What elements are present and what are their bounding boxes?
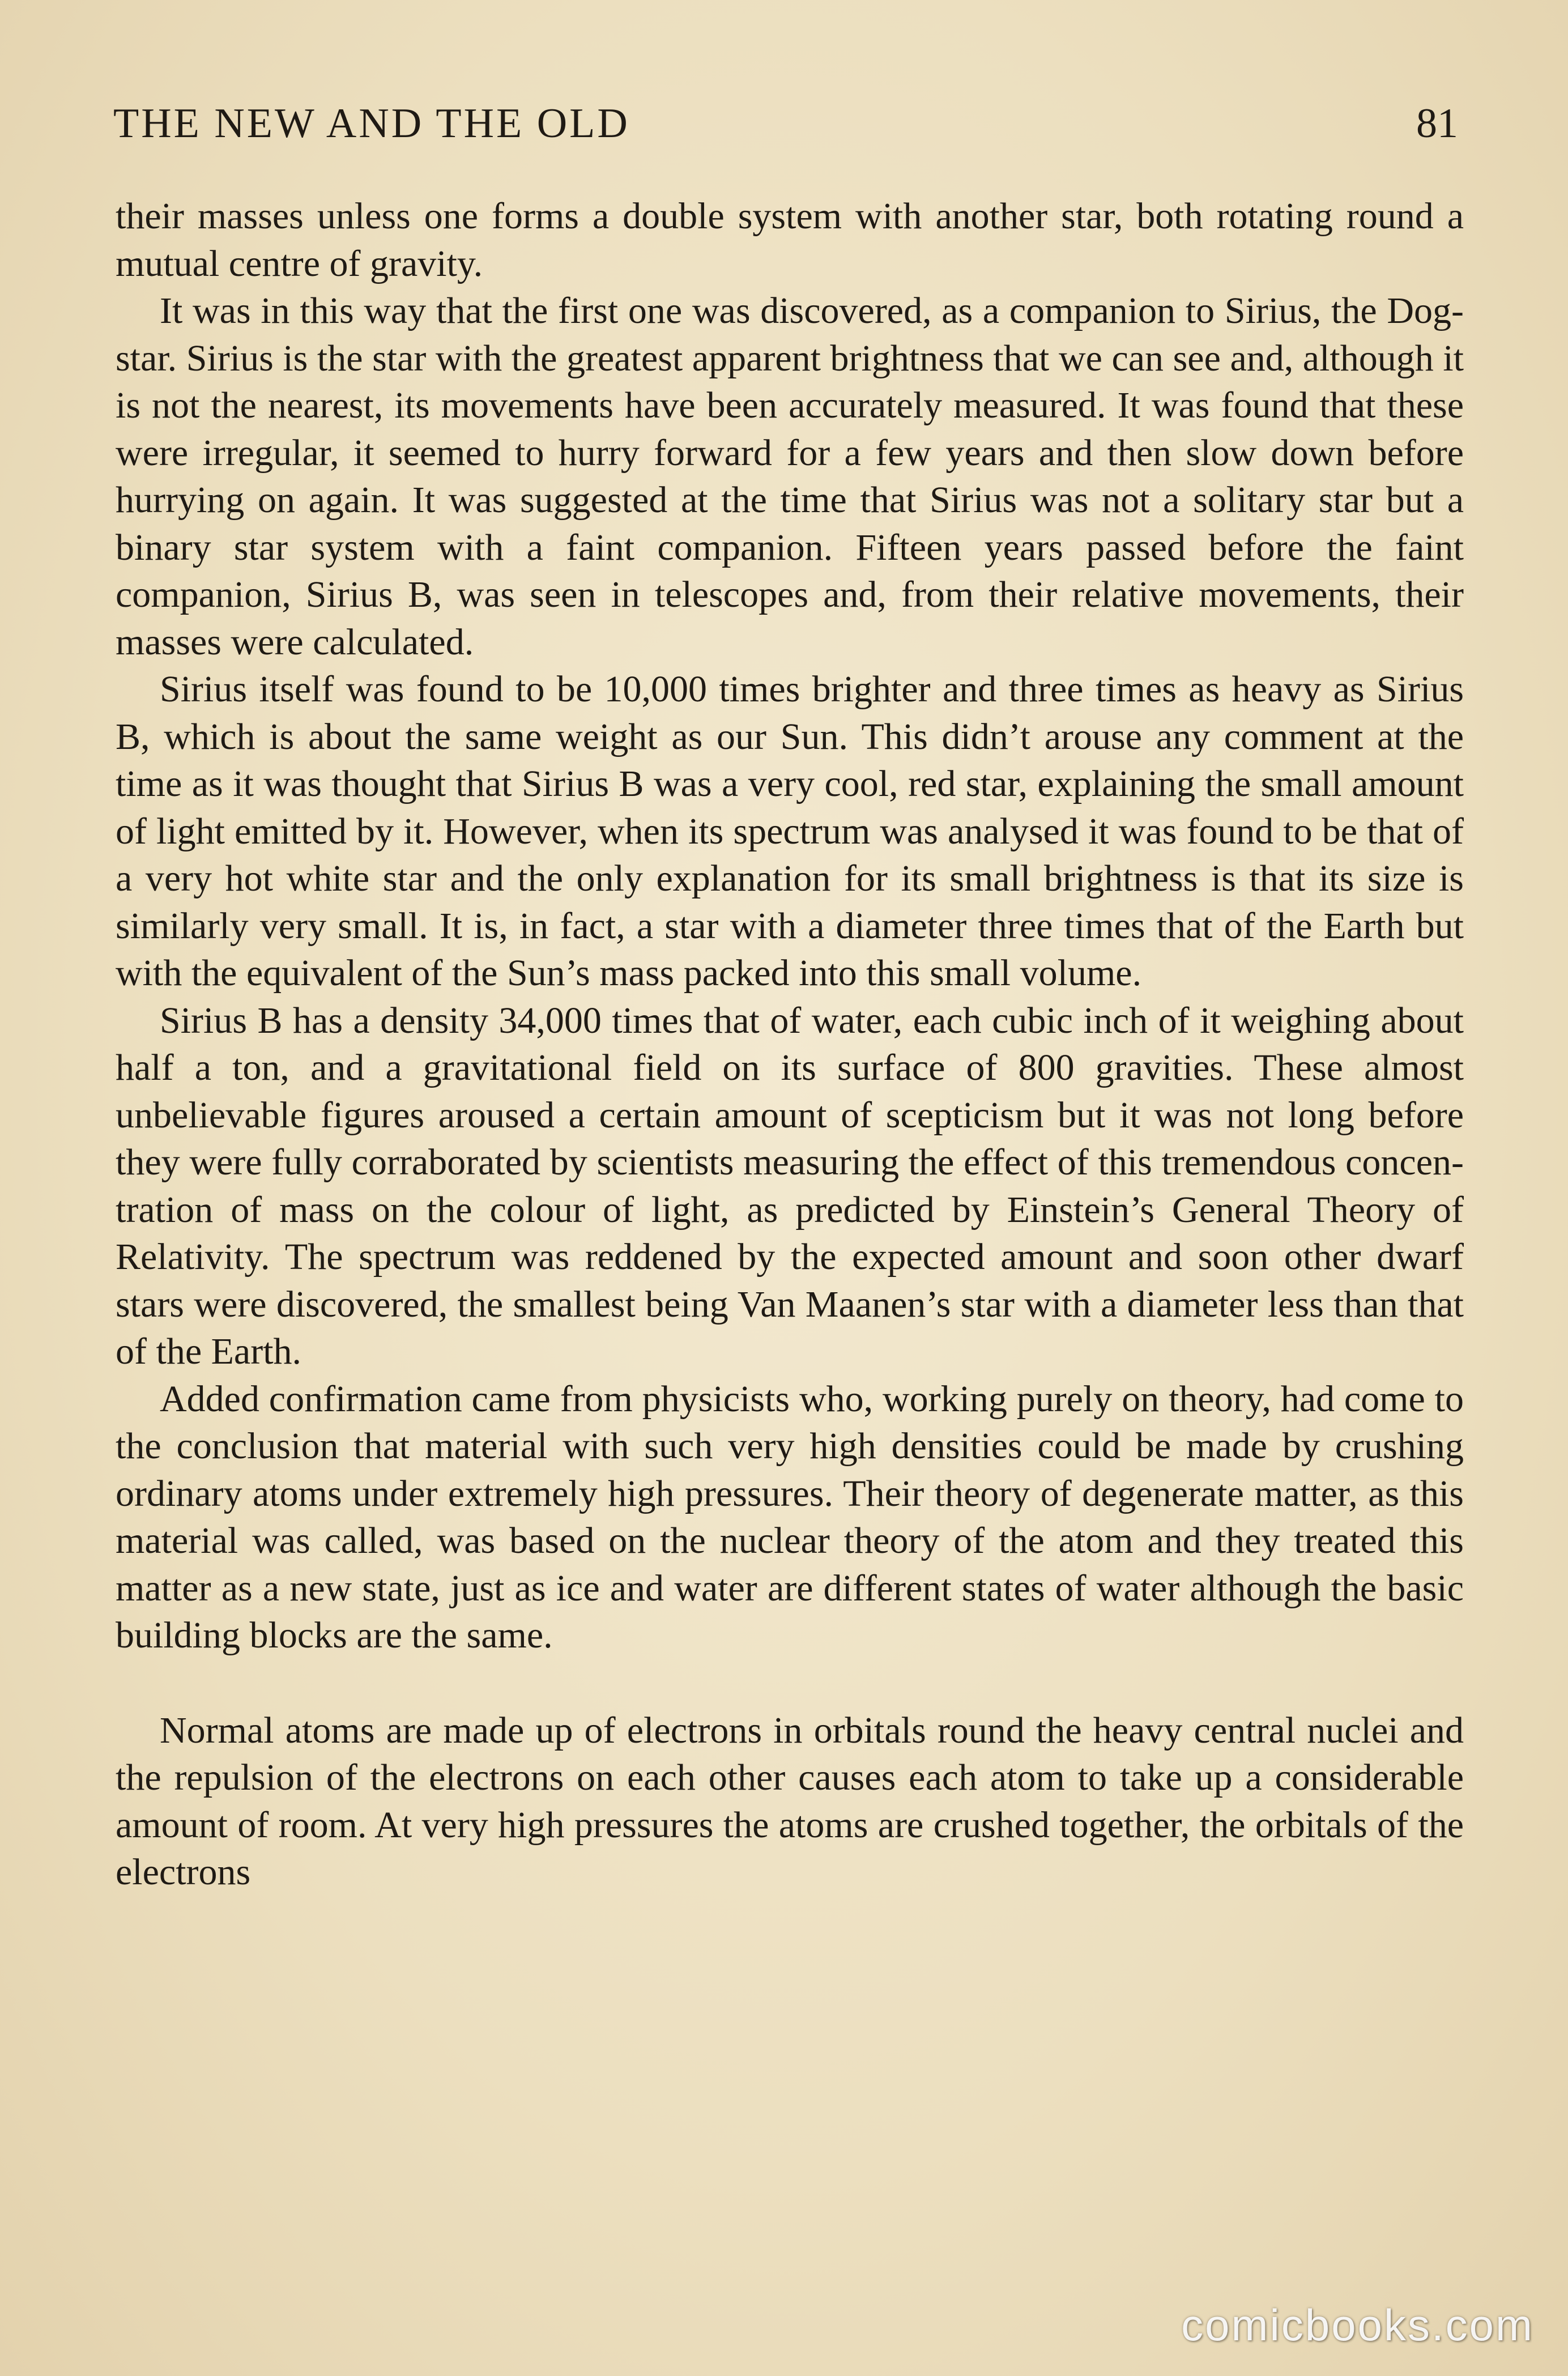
body-text [116, 193, 1464, 1896]
running-head [113, 95, 1458, 152]
running-title: THE NEW AND THE OLD [113, 100, 630, 147]
paragraph-normal-atoms: Normal atoms are made up of electrons in orbitals round the heavy central nuclei and the repulsion of the electrons on each other causes each atom to take up a considerable amount of room. At very high pressures the atoms are crushed together, the orbitals of the electrons [116, 1709, 1464, 1893]
paragraph-sirius-density: Sirius B has a density 34,000 times that of water, each cubic inch of it weighing about half a ton, and a gravitational field on its surface of 800 gravities. These almost unbelievable figures aroused a certain amount of scepticism but it was not long before they were fully corraborated by scientists measuring the effect of this tremendous concentration of mass on the colour of light, as predicted by Einstein’s General Theory of Relativity. The spectrum was reddened by the expected amount and soon other dwarf stars were discovered, the smallest being Van Maanen’s star with a diameter less than that of the Earth. [116, 999, 1464, 1372]
paragraph-continued: their masses unless one forms a double system with another star, both rotating round a mutual centre of gravity. [116, 195, 1464, 284]
paragraph-degenerate-matter: Added confirmation came from physicists who, working purely on theory, had come to the conclusion that material with such very high densities could be made by crushing ordinary atoms under extremely high pressures. Their theory of degenerate matter, as this material was called, was based on the nuclear theory of the atom and they treated this matter as a new state, just as ice and water are different states of water although the basic building blocks are the same. [116, 1378, 1464, 1656]
page-number: 81 [1416, 100, 1458, 147]
paragraph-sirius-brightness: Sirius itself was found to be 10,000 times brighter and three times as heavy as Sirius B, which is about the same weight as our Sun. This didn’t arouse any comment at the time as it was thought that Sirius B was a very cool, red star, explaining the small amount of light emitted by it. However, when its spectrum was analysed it was found to be that of a very hot white star and the only explanation for its small brightness is that its size is similarly very small. It is, in fact, a star with a diameter three times that of the Earth but with the equivalent of the Sun’s mass packed into this small volume. [116, 668, 1464, 994]
paragraph-sirius-discovery: It was in this way that the first one was discovered, as a companion to Sirius, the Dog-star. Sirius is the star with the greatest apparent brightness that we can see and, although it is not the nearest, its movements have been accurately measured. It was found that these were irregular, it seemed to hurry forward for a few years and then slow down before hurrying on again. It was suggested at the time that Sirius was not a solitary star but a binary star system with a faint companion. Fifteen years passed before the faint companion, Sirius B, was seen in telescopes and, from their relative movements, their masses were calculated. [116, 290, 1464, 663]
watermark: comicbooks.com [1181, 2300, 1534, 2350]
